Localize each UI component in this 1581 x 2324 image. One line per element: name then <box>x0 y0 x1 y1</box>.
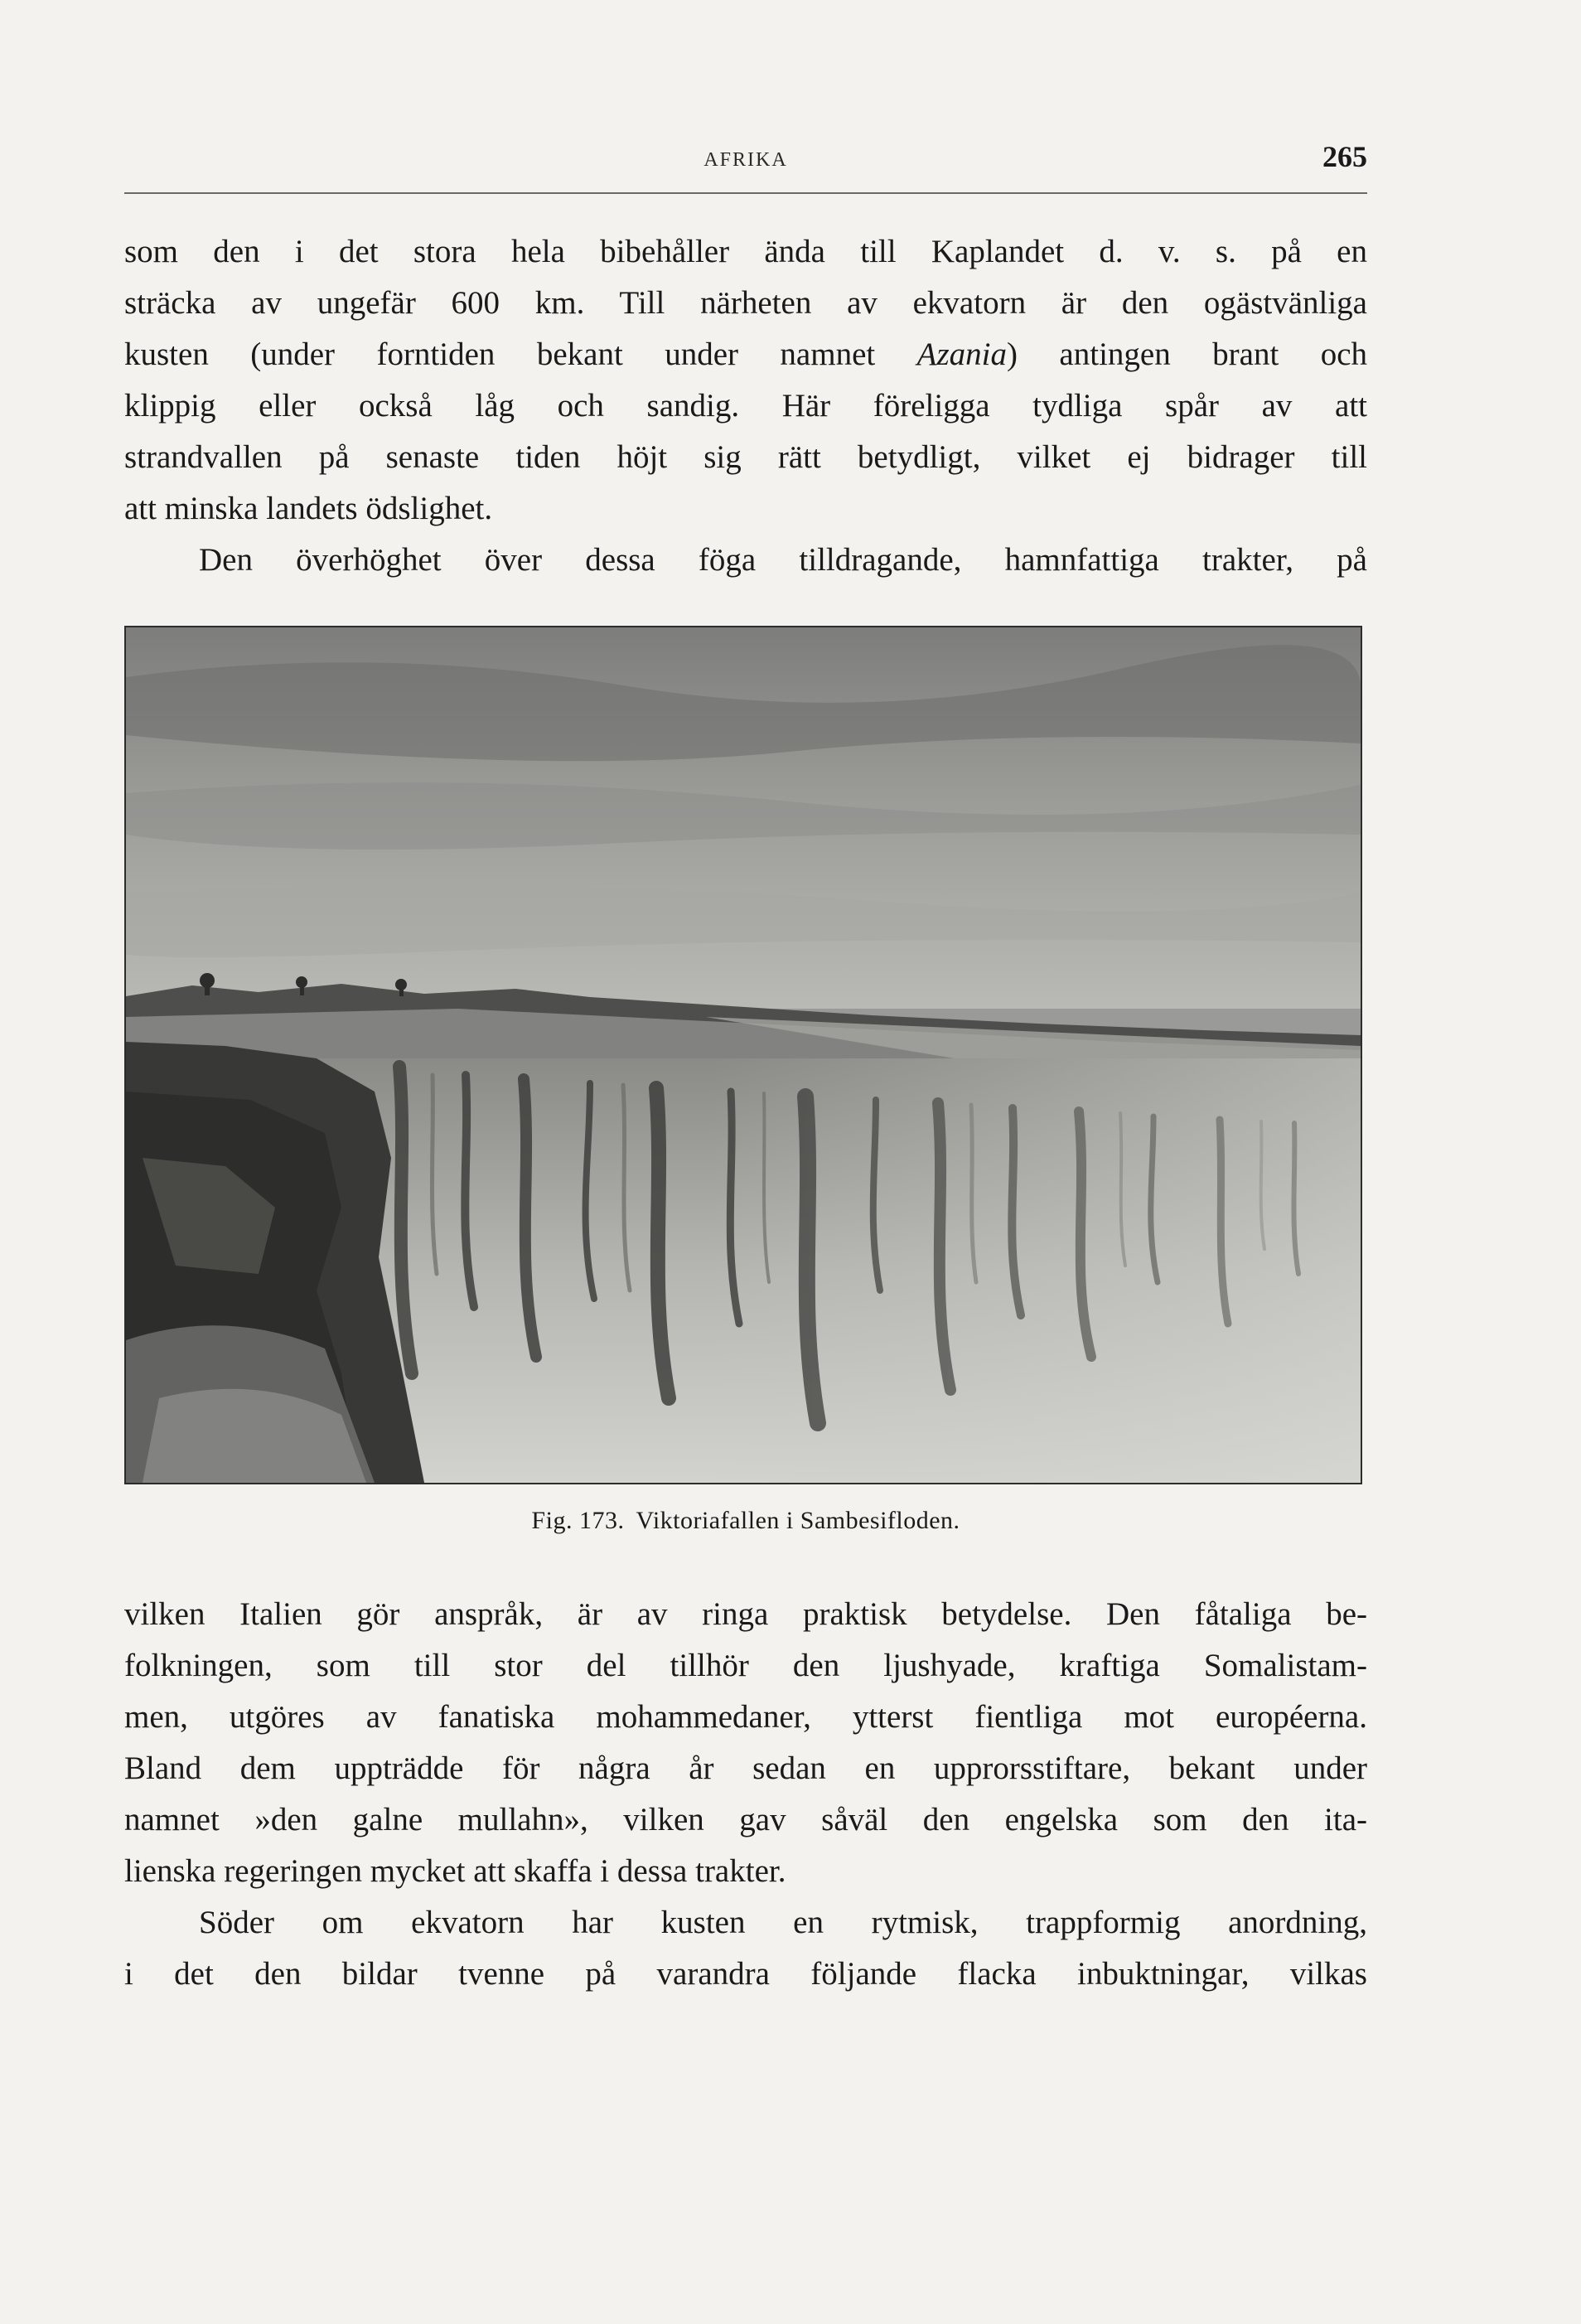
text-line: namnet »den galne mullahn», vilken gav såväl den engelska som den ita- <box>124 1802 1367 1837</box>
paragraph-top <box>124 226 1367 586</box>
text-line: Söder om ekvatorn har kusten en rytmisk, trappformig anordning, <box>199 1905 1367 1940</box>
text-line: att minska landets ödslighet. <box>124 491 493 526</box>
text-line: klippig eller också låg och sandig. Här föreligga tydliga spår av att <box>124 388 1367 424</box>
mist <box>706 1058 1361 1483</box>
text-line: Den överhöghet över dessa föga tilldragande, hamnfattiga trakter, på <box>199 542 1367 578</box>
waterfall-drawing <box>126 627 1361 1483</box>
text-line-start: kusten (under forntiden bekant under namnet <box>124 336 876 372</box>
text-line-end: ) antingen brant och <box>1007 336 1368 372</box>
text-line: folkningen, som till stor del tillhör den ljushyade, kraftiga Somalistam- <box>124 1648 1367 1683</box>
figure-caption <box>124 1507 1367 1535</box>
page-number: 265 <box>1322 140 1367 173</box>
running-title: AFRIKA <box>703 149 788 171</box>
paragraph-bottom <box>124 1589 1367 2000</box>
text-line: i det den bildar tvenne på varandra följande flacka inbuktningar, vilkas <box>124 1956 1367 1992</box>
text-line: vilken Italien gör anspråk, är av ringa praktisk betydelse. Den fåtaliga be- <box>124 1596 1367 1632</box>
page-header <box>124 139 1367 189</box>
text-line: lienska regeringen mycket att skaffa i dessa trakter. <box>124 1853 786 1889</box>
text-line: Bland dem uppträdde för några år sedan en upprorsstiftare, bekant under <box>124 1750 1367 1786</box>
figure-title: Viktoriafallen i Sambesifloden. <box>636 1507 960 1534</box>
waterfall-illustration <box>124 626 1362 1484</box>
text-line: sträcka av ungefär 600 km. Till närheten av ekvatorn är den ogästvänliga <box>124 285 1367 321</box>
header-rule <box>124 192 1367 194</box>
text-line: strandvallen på senaste tiden höjt sig rätt betydligt, vilket ej bidrager till <box>124 439 1367 475</box>
italic-place-name: Azania <box>916 336 1008 372</box>
text-line <box>124 329 1367 380</box>
text-line: men, utgöres av fanatiska mohammedaner, ytterst fientliga mot européerna. <box>124 1699 1367 1735</box>
text-line: som den i det stora hela bibehåller ända till Kaplandet d. v. s. på en <box>124 234 1367 269</box>
figure-number: Fig. 173. <box>531 1507 625 1534</box>
